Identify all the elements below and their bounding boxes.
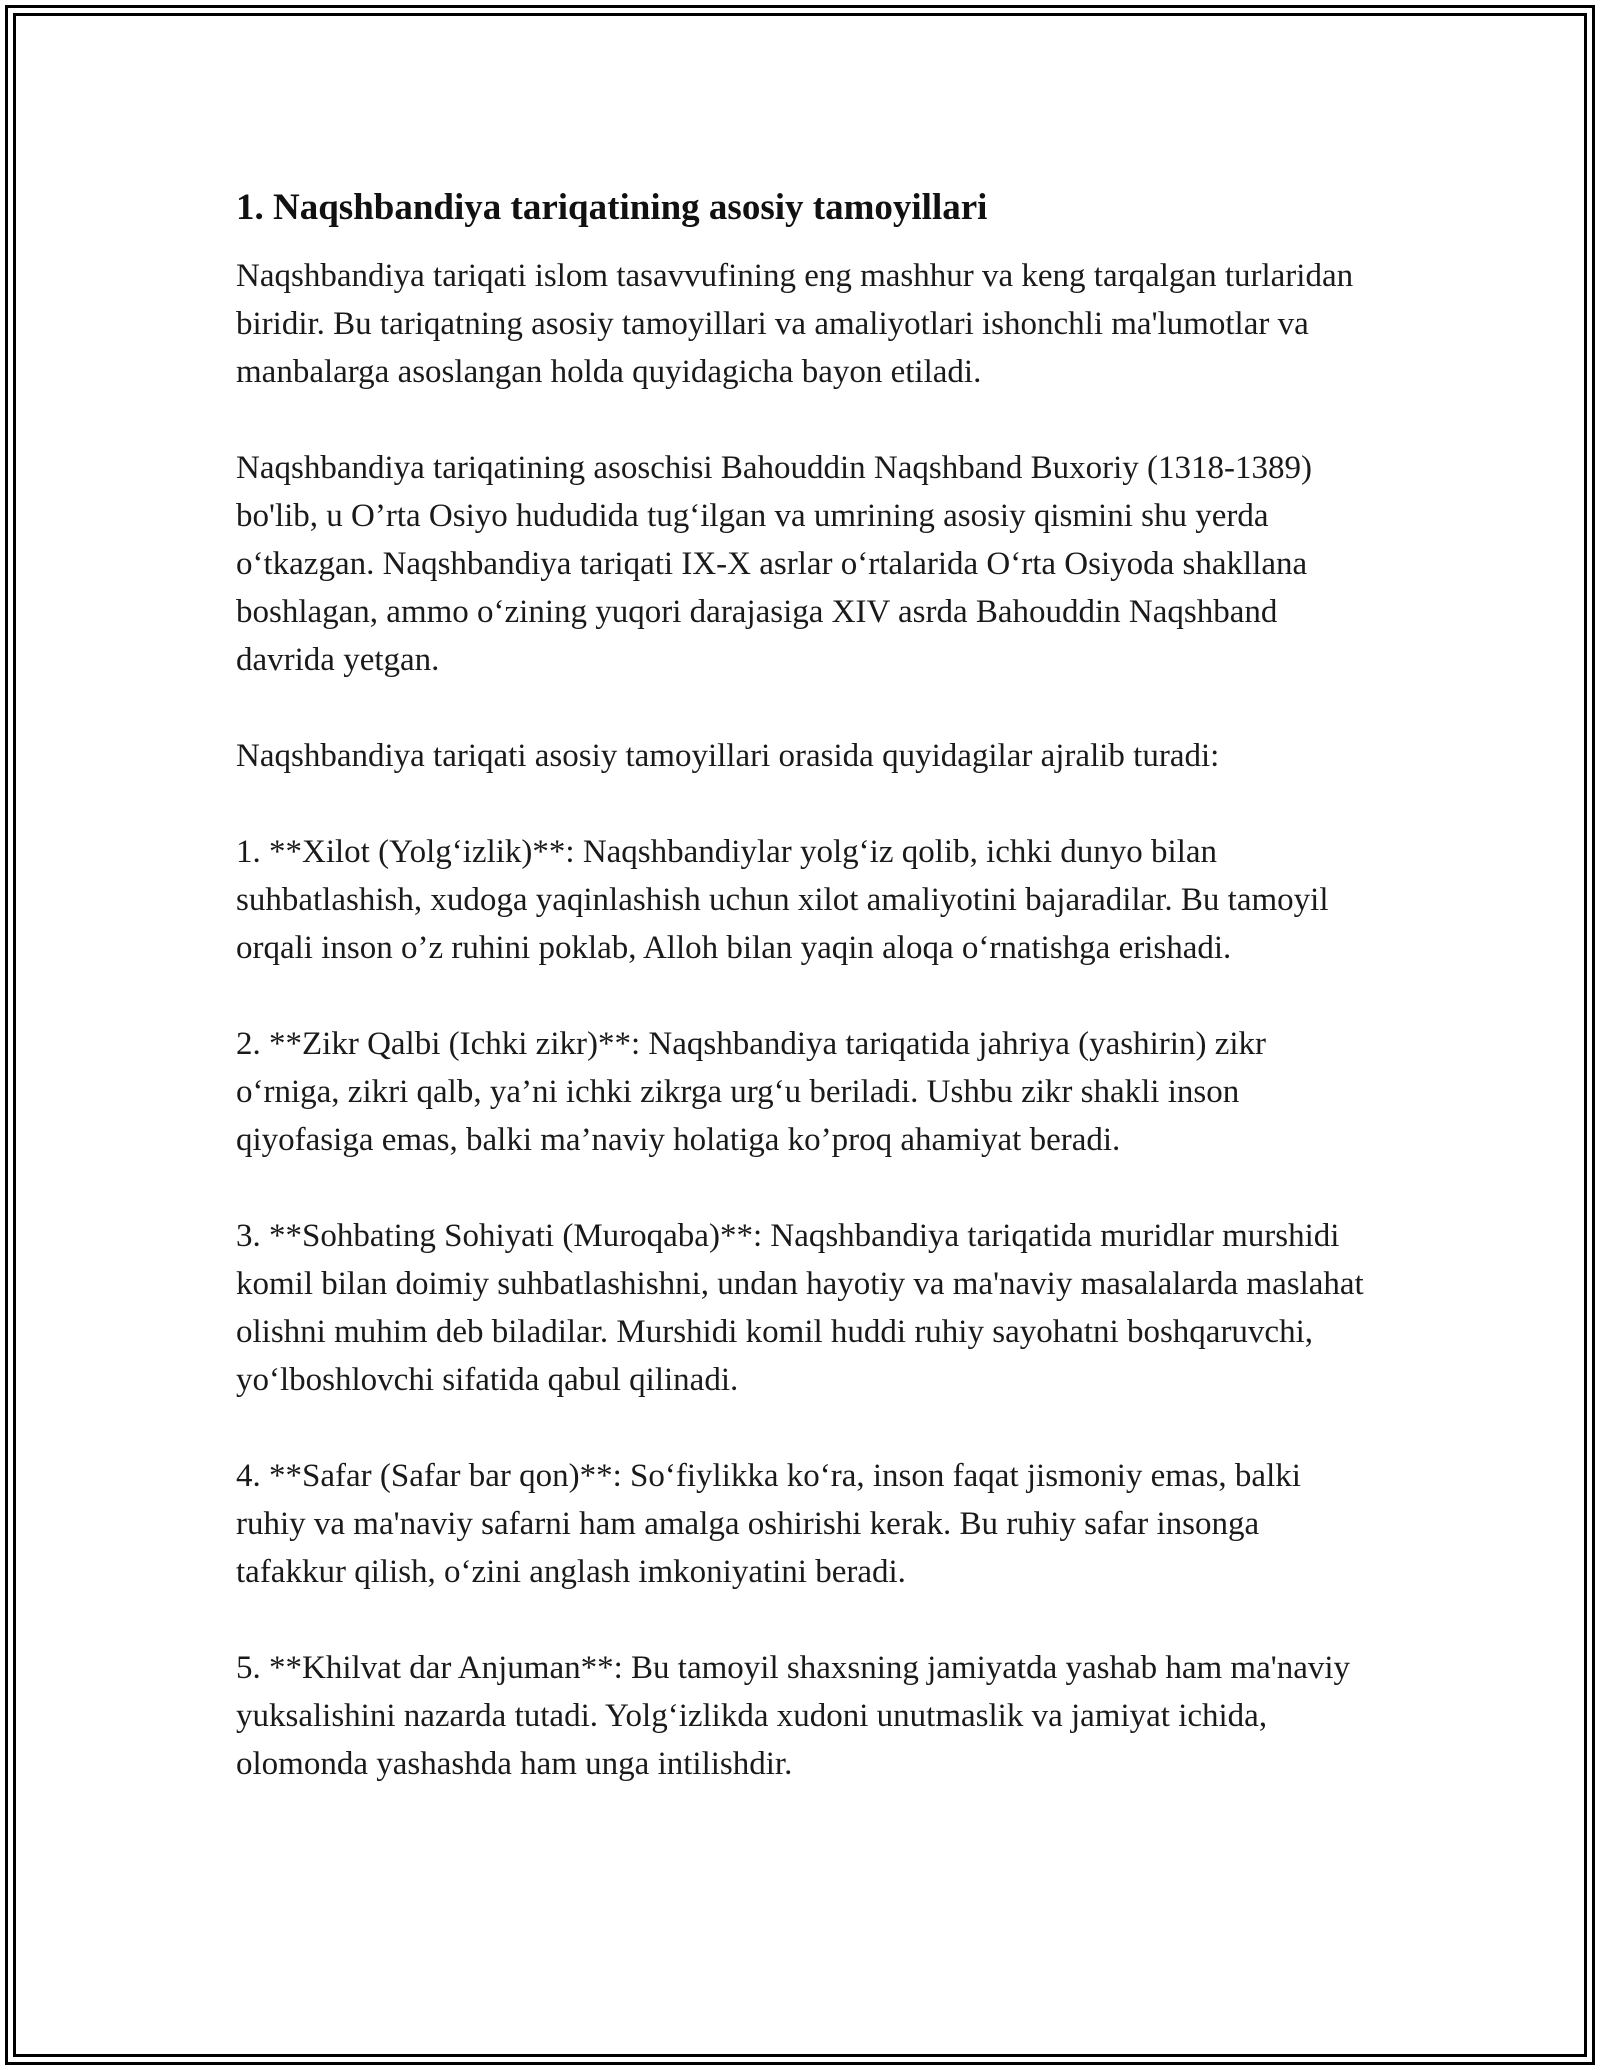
principle-item-sohbat: 3. **Sohbating Sohiyati (Muroqaba)**: Naqshbandiya tariqatida muridlar murshidi komil bilan doimiy suhbatlashishni, undan hayotiy va ma'naviy masalalarda maslahat olishni muhim deb biladilar. Murshidi komil huddi ruhiy sayohatni boshqaruvchi, yo‘lboshlovchi sifatida qabul qilinadi. [236,1218,1364,1399]
principle-item-safar: 4. **Safar (Safar bar qon)**: So‘fiylikka ko‘ra, inson faqat jismoniy emas, balki ruhiy va ma'naviy safarni ham amalga oshirishi kerak. Bu ruhiy safar insonga tafakkur qilish, o‘zini anglash imkoniyatini beradi. [236,1458,1301,1591]
document-body [236,186,1366,1836]
paragraph-history: Naqshbandiya tariqatining asoschisi Bahouddin Naqshband Buxoriy (1318-1389) bo'lib, u O’rta Osiyo hududida tug‘ilgan va umrining asosiy qismini shu yerda o‘tkazgan. Naqshbandiya tariqati IX-X asrlar o‘rtalarida O‘rta Osiyoda shakllana boshlagan, ammo o‘zining yuqori darajasiga XIV asrda Bahouddin Naqshband davrida yetgan. [236,450,1312,679]
paragraph-intro: Naqshbandiya tariqati islom tasavvufining eng mashhur va keng tarqalgan turlaridan biridir. Bu tariqatning asosiy tamoyillari va amaliyotlari ishonchli ma'lumotlar va manbalarga asoslangan holda quyidagicha bayon etiladi. [236,258,1354,391]
paragraph-principles-intro: Naqshbandiya tariqati asosiy tamoyillari orasida quyidagilar ajralib turadi: [236,738,1220,775]
principle-item-xilot: 1. **Xilot (Yolg‘izlik)**: Naqshbandiylar yolg‘iz qolib, ichki dunyo bilan suhbatlashish, xudoga yaqinlashish uchun xilot amaliyotini bajaradilar. Bu tamoyil orqali inson o’z ruhini poklab, Alloh bilan yaqin aloqa o‘rnatishga erishadi. [236,834,1329,967]
principle-item-khilvat: 5. **Khilvat dar Anjuman**: Bu tamoyil shaxsning jamiyatda yashab ham ma'naviy yuksalishini nazarda tutadi. Yolg‘izlikda xudoni unutmaslik va jamiyat ichida, olomonda yashashda ham unga intilishdir. [236,1650,1351,1783]
principle-item-zikr: 2. **Zikr Qalbi (Ichki zikr)**: Naqshbandiya tariqatida jahriya (yashirin) zikr o‘rniga, zikri qalb, ya’ni ichki zikrga urg‘u beriladi. Ushbu zikr shakli inson qiyofasiga emas, balki ma’naviy holatiga ko’proq ahamiyat beradi. [236,1026,1266,1159]
section-heading: 1. Naqshbandiya tariqatining asosiy tamoyillari [236,187,988,228]
